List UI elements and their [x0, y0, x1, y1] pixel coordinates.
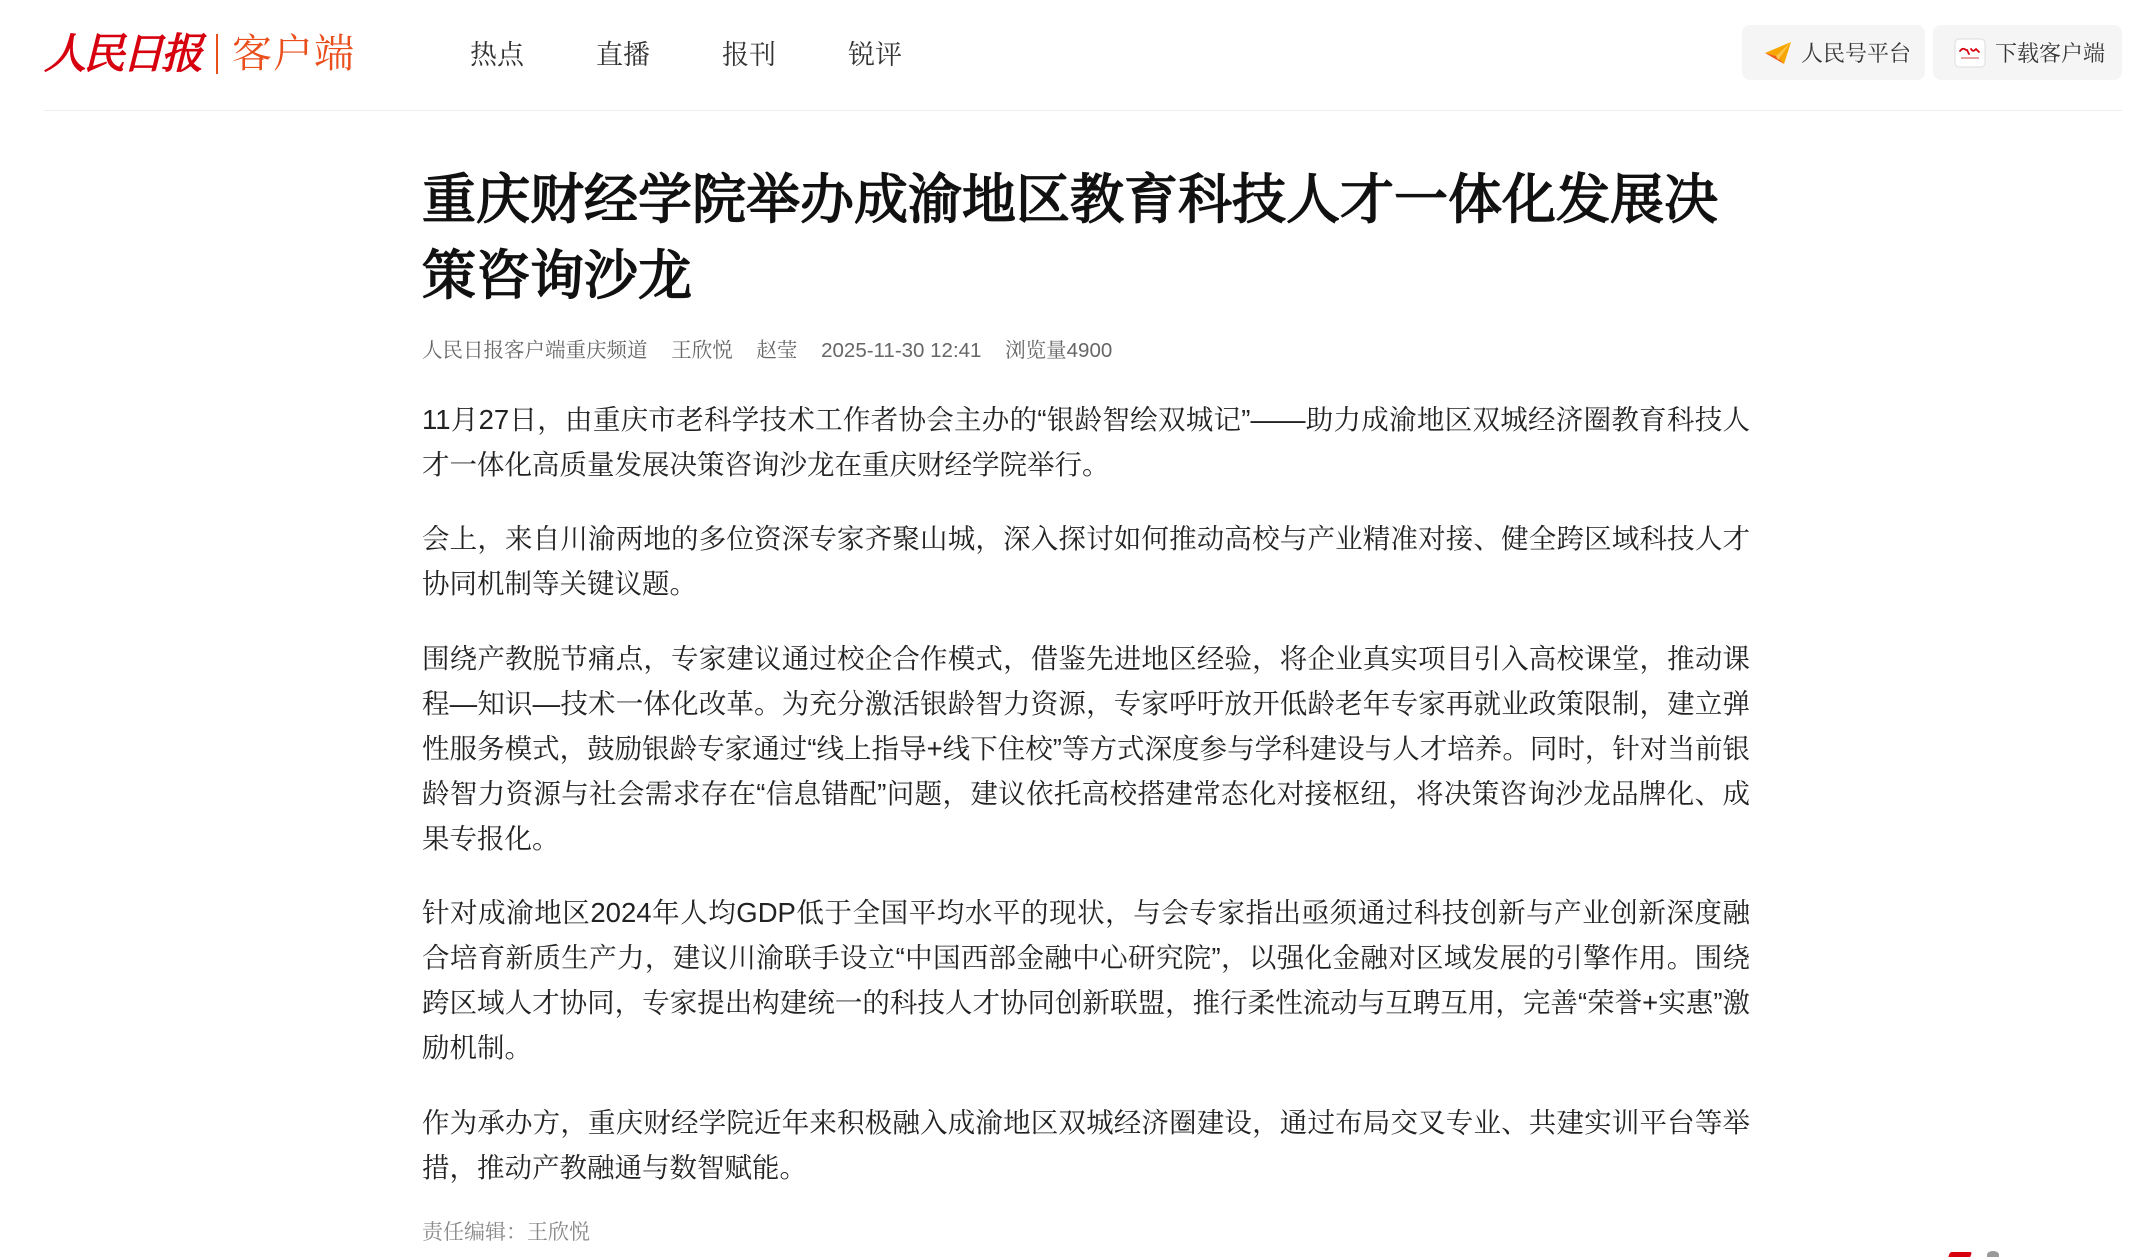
download-app-label: 下载客户端 — [1995, 41, 2106, 66]
nav-item-newspaper[interactable]: 报刊 — [722, 39, 776, 70]
nav-item-live[interactable]: 直播 — [596, 39, 650, 70]
article-author: 王欣悦 — [671, 339, 733, 362]
app-download-icon — [1954, 38, 1986, 68]
article-body — [422, 397, 1750, 1190]
article-paragraph: 作为承办方，重庆财经学院近年来积极融入成渝地区双城经济圈建设，通过布局交叉专业、共建实训平台等举措，推动产教融通与数智赋能。 — [422, 1106, 1750, 1183]
responsible-editor: 责任编辑：王欣悦 — [422, 1220, 590, 1244]
article-paragraph: 围绕产教脱节痛点，专家建议通过校企合作模式，借鉴先进地区经验，将企业真实项目引入高校课堂，推动课程—知识—技术一体化改革。为充分激活银龄智力资源，专家呼吁放开低龄老年专家再就业政策限制，建立弹性服务模式，鼓励银龄专家通过“线上指导+线下住校”等方式深度参与学科建设与人才培养。同时，针对当前银龄智力资源与社会需求存在“信息错配”问题，建议依托高校搭建常态化对接枢纽，将决策咨询沙龙品牌化、成果专报化。 — [422, 642, 1750, 854]
logo-divider — [216, 34, 218, 74]
article-paragraph: 会上，来自川渝两地的多位资深专家齐聚山城，深入探讨如何推动高校与产业精准对接、健全跨区域科技人才协同机制等关键议题。 — [422, 523, 1750, 599]
nav-item-hot[interactable]: 热点 — [470, 39, 524, 70]
site-logo[interactable] — [44, 24, 355, 84]
floating-logo-gray-mark — [1987, 1251, 1999, 1257]
download-app-button[interactable] — [1933, 25, 2122, 80]
renminhao-platform-label: 人民号平台 — [1801, 41, 1912, 66]
article — [422, 162, 1750, 1248]
article-paragraph: 针对成渝地区2024年人均GDP低于全国平均水平的现状，与会专家指出亟须通过科技创新与产业创新深度融合培育新质生产力，建议川渝联手设立“中国西部金融中心研究院”，以强化金融对区域发展的引擎作用。围绕跨区域人才协同，专家提出构建统一的科技人才协同创新联盟，推行柔性流动与互聘互用，完善“荣誉+实惠”激励机制。 — [422, 897, 1750, 1063]
article-paragraph: 11月27日，由重庆市老科学技术工作者协会主办的“银龄智绘双城记”——助力成渝地区双城经济圈教育科技人才一体化高质量发展决策咨询沙龙在重庆财经学院举行。 — [422, 403, 1750, 480]
logo-product-text: 客户端 — [232, 32, 356, 76]
floating-logo-red-mark — [1948, 1252, 1972, 1257]
renminhao-platform-button[interactable] — [1742, 25, 1925, 80]
logo-brand-text: 人民日报 — [44, 29, 201, 78]
article-view-count: 浏览量4900 — [1005, 339, 1113, 362]
main-nav — [470, 0, 902, 104]
floating-app-logo[interactable] — [1943, 1249, 2013, 1257]
nav-item-commentary[interactable]: 锐评 — [848, 39, 902, 70]
article-author: 赵莹 — [756, 339, 798, 362]
renminhao-flag-icon — [1764, 41, 1792, 65]
article-source: 人民日报客户端重庆频道 — [422, 339, 648, 362]
article-title: 重庆财经学院举办成渝地区教育科技人才一体化发展决策咨询沙龙 — [422, 170, 1718, 306]
top-header — [44, 0, 2122, 111]
article-datetime: 2025-11-30 12:41 — [821, 339, 982, 362]
article-meta — [422, 336, 1750, 366]
